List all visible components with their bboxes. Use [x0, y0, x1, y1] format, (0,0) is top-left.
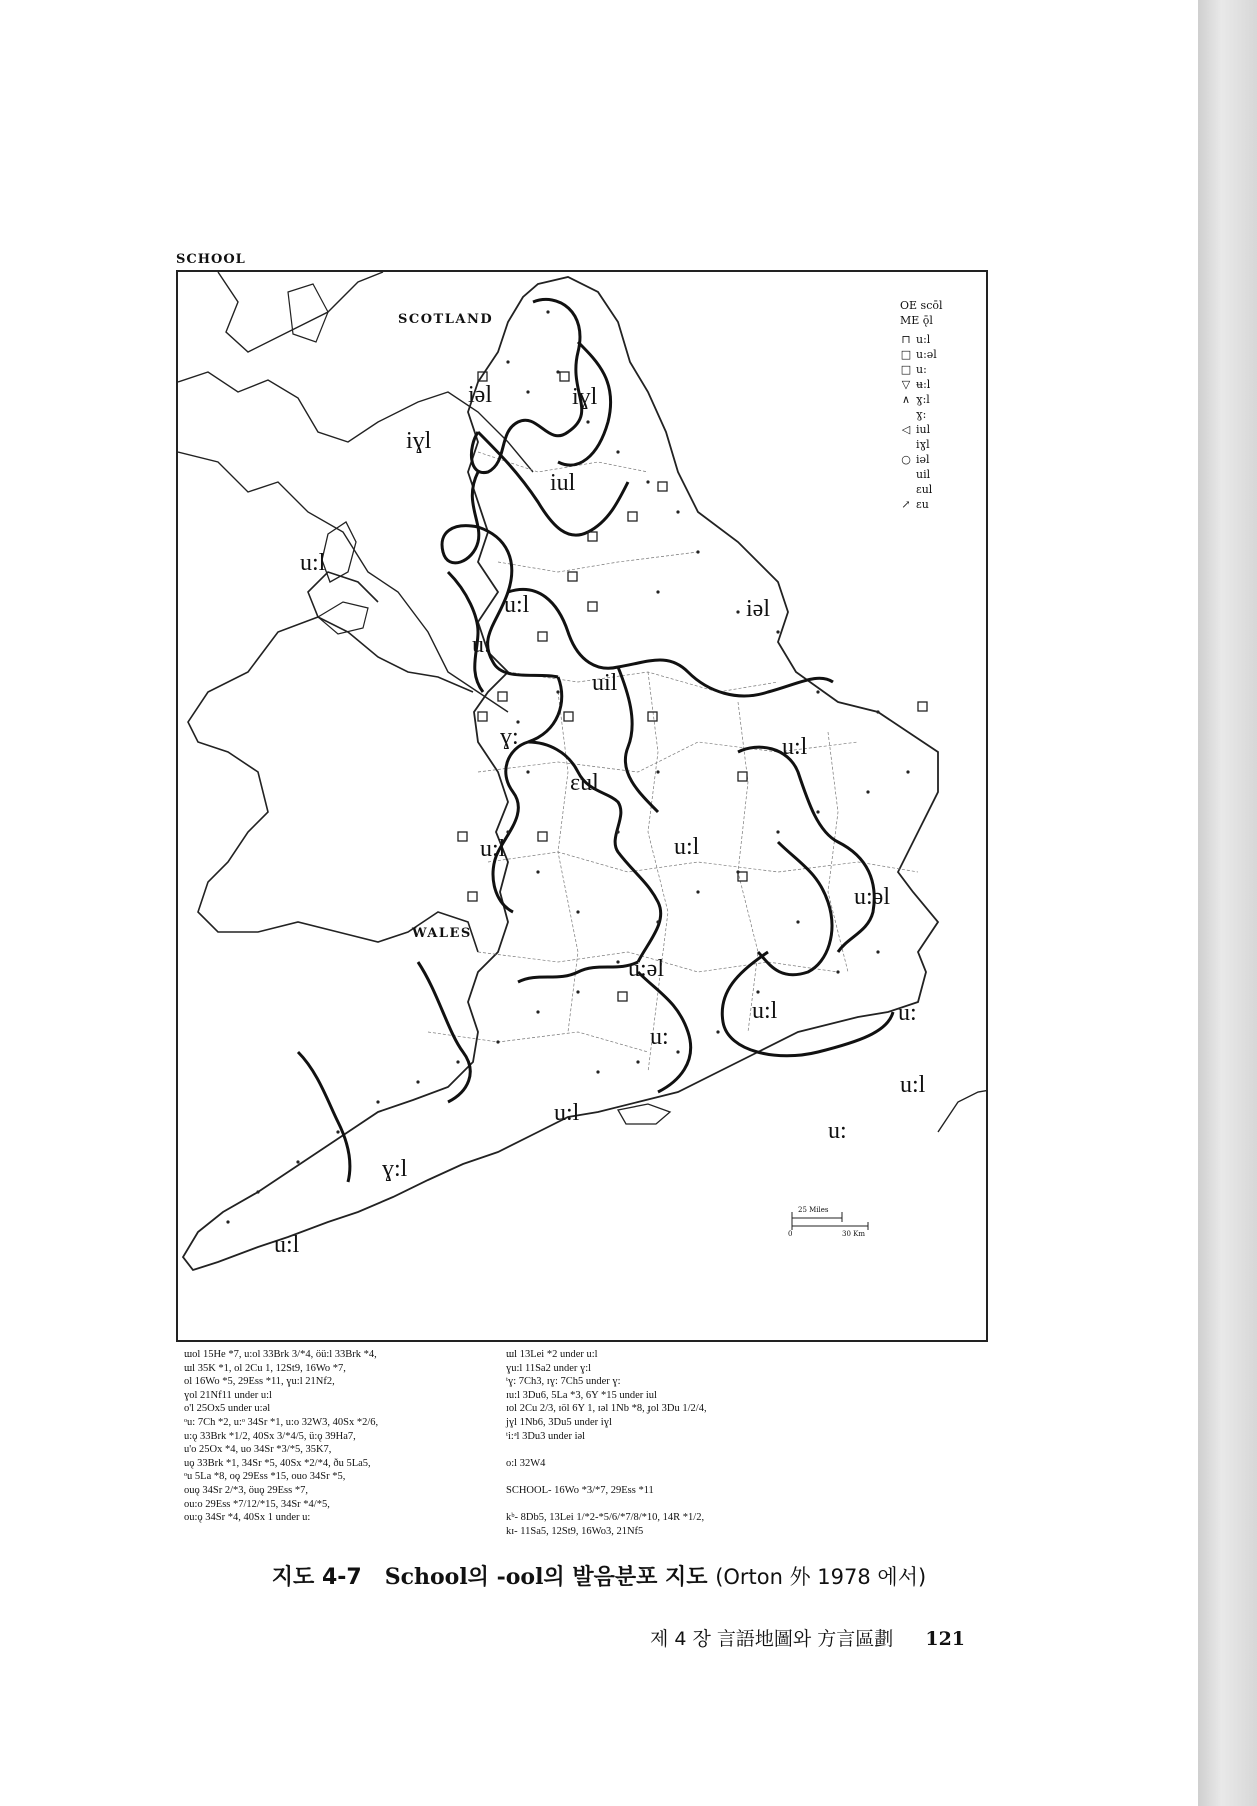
legend-item	[900, 407, 943, 422]
legend-me-text: ME ǭl	[900, 314, 933, 327]
legend-oe	[900, 298, 943, 313]
legend-item	[900, 467, 943, 482]
note-line: ɯol 15He *7, u:ol 33Brk 3/*4, öü:l 33Brk *4,	[184, 1349, 377, 1360]
region-label-scotland: SCOTLAND	[398, 312, 494, 327]
note-line: ɪol 2Cu 2/3, ɪöl 6Y 1, ɪəl 1Nb *8, ɟol 3Du 1/2/4,	[506, 1403, 707, 1415]
legend-item	[900, 362, 943, 377]
zone-label: u:l	[504, 592, 530, 618]
note-line: SCHOOL- 16Wo *3/*7, 29Ess *11	[506, 1484, 654, 1496]
legend-symbol: ↗	[901, 498, 911, 511]
legend-label: ɛu	[916, 498, 929, 511]
zone-label: iɣl	[572, 384, 598, 410]
legend-item	[900, 332, 943, 347]
zone-label: ɣ:	[500, 724, 519, 750]
figure-caption	[0, 1560, 1198, 1591]
zone-label: u:l	[274, 1232, 300, 1258]
note-line: ɯl 35K *1, ol 2Cu 1, 12St9, 16Wo *7,	[184, 1362, 346, 1374]
legend-symbol: □	[900, 348, 912, 361]
legend-label: iəl	[916, 453, 930, 466]
legend-item	[900, 392, 943, 407]
zone-label: u:l	[480, 836, 506, 862]
scale-miles-label: 25 Miles	[798, 1206, 829, 1214]
zone-label: ɛul	[570, 770, 599, 796]
legend-item	[900, 377, 943, 392]
isle-of-arran	[288, 284, 328, 342]
legend-label: ʉ:l	[916, 378, 931, 391]
isle-of-wight	[618, 1104, 670, 1124]
legend-label: u:əl	[916, 348, 937, 361]
note-line: ɯl 13Lei *2 under u:l	[506, 1349, 598, 1360]
scale-km-label: 30 Km	[842, 1230, 865, 1238]
zone-label: u:l	[752, 998, 778, 1024]
legend-item	[900, 482, 943, 497]
zone-label: iəl	[746, 596, 770, 622]
legend-symbol: □	[900, 363, 912, 376]
zone-label: u:	[472, 632, 491, 658]
note-line: jɣl 1Nb6, 3Du5 under iɣl	[506, 1416, 612, 1428]
note-line: o:l 32W4	[506, 1457, 546, 1469]
zone-label: iɣl	[406, 428, 432, 454]
legend-symbol: ∧	[901, 393, 911, 406]
notes-right-column	[506, 1348, 707, 1538]
legend-oe-text: OE scōl	[900, 299, 943, 312]
scale-bar	[792, 1212, 868, 1230]
page-number: 121	[925, 1628, 966, 1650]
running-head	[650, 1624, 965, 1651]
legend-item	[900, 452, 943, 467]
zone-label: u:	[898, 1000, 917, 1026]
legend-item	[900, 347, 943, 362]
legend-label: uil	[916, 468, 931, 481]
note-line	[506, 1498, 707, 1512]
legend-item	[900, 497, 943, 512]
page-edge-shadow	[1198, 0, 1257, 1806]
map-drawing	[178, 272, 988, 1342]
zone-label: u:	[650, 1024, 669, 1050]
legend-label: u:	[916, 363, 927, 376]
caption-title: School의 -ool의 발음분포 지도	[384, 1564, 708, 1590]
zone-label: u:l	[674, 834, 700, 860]
legend-me	[900, 313, 943, 328]
zone-label: iəl	[468, 382, 492, 408]
zone-label: u:l	[554, 1100, 580, 1126]
france-coast	[938, 1090, 988, 1132]
note-line	[506, 1443, 707, 1457]
legend-symbol: ◁	[901, 423, 911, 436]
locality-dots	[226, 310, 909, 1223]
legend-item	[900, 422, 943, 437]
zone-label: uil	[592, 670, 618, 696]
note-line: kᵇ- 8Db5, 13Lei 1/*2-*5/6/*7/8/*10, 14R *1/2,	[506, 1512, 705, 1524]
note-line: ɣu:l 11Sa2 under ɣ:l	[506, 1362, 592, 1374]
note-line: ᵗɣ: 7Ch3, ɪɣ: 7Ch5 under ɣ:	[506, 1376, 621, 1388]
zone-label: u:l	[900, 1072, 926, 1098]
chapter-title: 제 4 장 言語地圖와 方言區劃	[650, 1628, 894, 1650]
zone-label: u:l	[300, 550, 326, 576]
legend-item	[900, 437, 943, 452]
zone-label: u:əl	[854, 884, 890, 910]
note-line: ouǫ 34Sr 2/*3, öuǫ 29Ess *7,	[184, 1484, 308, 1496]
zone-label: u:l	[782, 734, 808, 760]
county-boundaries	[428, 452, 918, 1072]
legend-symbol: ⊓	[901, 333, 911, 346]
note-line: u:ǫ 33Brk *1/2, 40Sx 3/*4/5, ü:ǫ 39Ha7,	[184, 1430, 356, 1442]
note-line: u'o 25Ox *4, uo 34Sr *3/*5, 35K7,	[184, 1444, 332, 1456]
legend-label: iul	[916, 423, 931, 436]
legend-label: ɣ:l	[916, 393, 930, 406]
note-line	[506, 1470, 707, 1484]
legend-symbol: ○	[901, 453, 911, 466]
legend-label: u:l	[916, 333, 931, 346]
note-line: ou:ǫ 34Sr *4, 40Sx 1 under u:	[184, 1512, 311, 1524]
note-line: ᵒu: 7Ch *2, u:ᵒ 34Sr *1, u:o 32W3, 40Sx *2/6,	[184, 1416, 379, 1428]
caption-source: (Orton 外 1978 에서)	[715, 1565, 927, 1589]
notes-left-column	[184, 1348, 378, 1525]
note-line: uǫ 33Brk *1, 34Sr *5, 40Sx *2/*4, ðu 5La5,	[184, 1457, 371, 1469]
legend-label: ɛul	[916, 483, 933, 496]
dialect-map	[176, 270, 988, 1342]
note-line: kɪ- 11Sa5, 12St9, 16Wo3, 21Nf5	[506, 1525, 644, 1537]
legend-symbol: ▽	[901, 378, 911, 391]
caption-prefix: 지도 4-7	[271, 1565, 362, 1590]
legend-label: iɣl	[916, 438, 930, 451]
note-line: ɪu:l 3Du6, 5La *3, 6Y *15 under iul	[506, 1389, 657, 1401]
note-line: ɣol 21Nf11 under u:l	[184, 1389, 272, 1401]
legend-label: ɣ:	[916, 408, 927, 421]
map-corner-label: SCHOOL	[176, 252, 246, 267]
zone-label: u:əl	[628, 956, 664, 982]
note-line: ou:o 29Ess *7/12/*15, 34Sr *4/*5,	[184, 1498, 330, 1510]
note-line: ᵗi:ᵊl 3Du3 under iəl	[506, 1430, 586, 1442]
map-legend	[900, 298, 943, 512]
region-label-wales: WALES	[412, 926, 472, 941]
note-line: ol 16Wo *5, 29Ess *11, ɣu:l 21Nf2,	[184, 1376, 335, 1388]
zone-label: iul	[550, 470, 576, 496]
zone-label: ɣ:l	[382, 1156, 408, 1182]
scale-zero-label: 0	[788, 1230, 793, 1238]
note-line: o'l 25Ox5 under u:əl	[184, 1403, 271, 1415]
zone-label: u:	[828, 1118, 847, 1144]
note-line: ᵒu 5La *8, oǫ 29Ess *15, ouo 34Sr *5,	[184, 1471, 346, 1483]
